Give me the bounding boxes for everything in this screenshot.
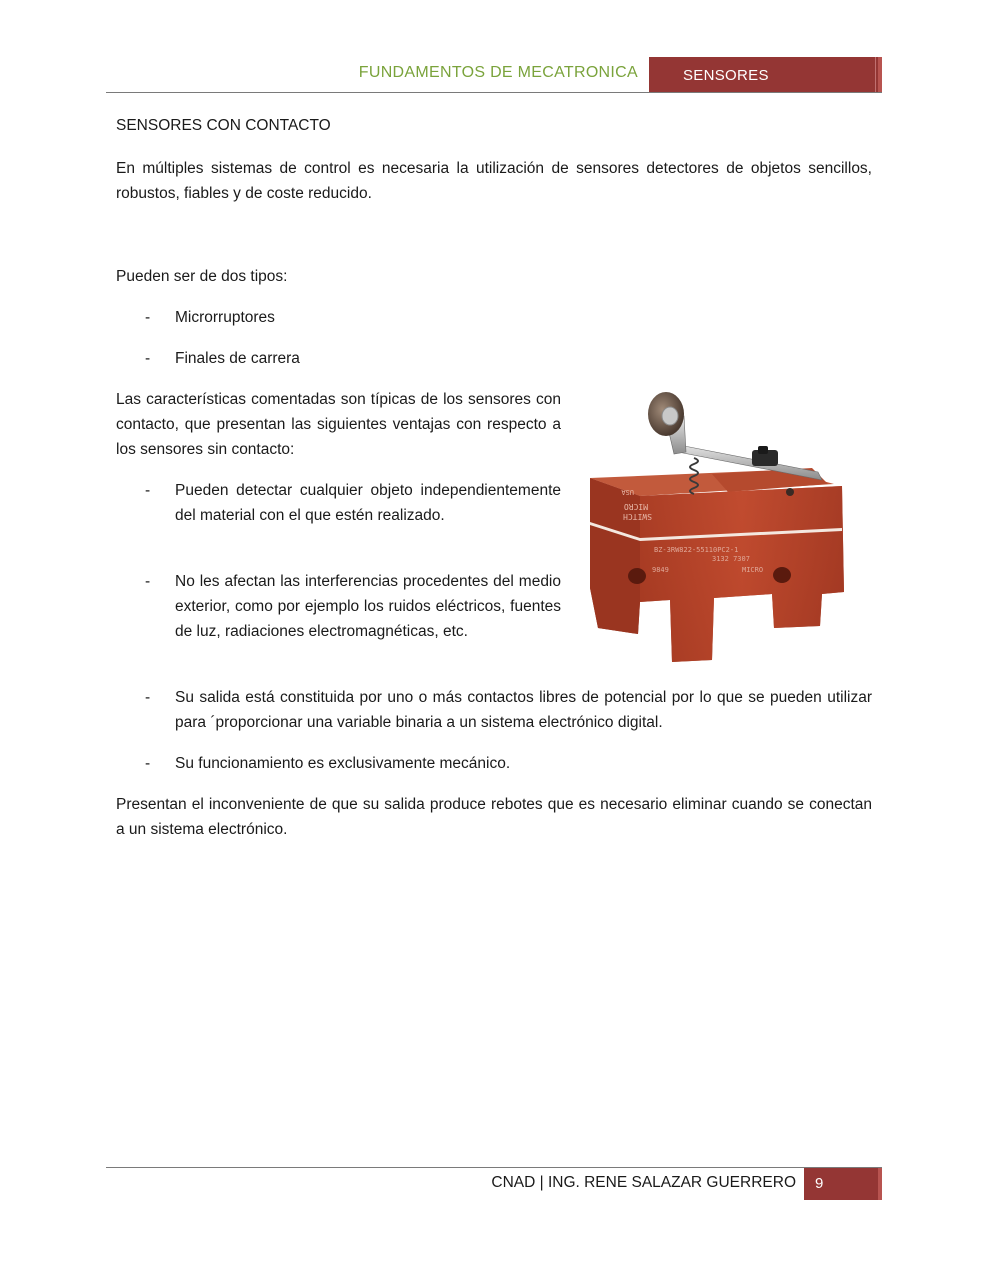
switch-brand-text: SWITCH — [623, 512, 652, 521]
switch-code-text: MICRO — [742, 566, 764, 574]
type-item: Microrruptores — [175, 309, 275, 326]
page-number: 9 — [815, 1175, 824, 1192]
advantage-item: Su funcionamiento es exclusivamente mecánico. — [175, 755, 511, 772]
header-rule — [106, 92, 882, 93]
bullet-dash: - — [145, 309, 151, 326]
section-tab — [649, 57, 882, 92]
switch-brand-text: MICRO — [623, 502, 648, 511]
micro-switch-photo — [582, 388, 844, 662]
tab-divider — [875, 57, 876, 92]
advantage-item: No les afectan las interferencias procedentes del medio exterior, como por ejemplo los ruidos eléctricos, fuentes de luz, radiaciones electromagnéticas, etc. — [175, 573, 561, 640]
bullet-dash: - — [145, 350, 151, 367]
switch-code-text: 9849 — [652, 566, 669, 574]
section-heading: SENSORES CON CONTACTO — [116, 117, 331, 134]
characteristics-paragraph: Las características comentadas son típicas de los sensores con contacto, que presentan las siguientes ventajas con respecto a los sensores sin contacto: — [116, 391, 561, 458]
switch-code-text: 3132 7307 — [712, 555, 750, 563]
switch-code-text: BZ-3RW822-55110PC2-1 — [654, 546, 739, 554]
micro-switch-illustration — [582, 388, 844, 662]
footer-author: CNAD | ING. RENE SALAZAR GUERRERO — [491, 1174, 796, 1191]
drawback-paragraph: Presentan el inconveniente de que su salida produce rebotes que es necesario eliminar cuando se conectan a un sistema electrónico. — [116, 796, 872, 838]
bullet-dash: - — [145, 482, 151, 499]
document-title: FUNDAMENTOS DE MECATRONICA — [358, 64, 638, 81]
type-item: Finales de carrera — [175, 350, 300, 367]
bullet-dash: - — [145, 573, 151, 590]
advantage-item: Pueden detectar cualquier objeto independientemente del material con el que estén realizado. — [175, 482, 561, 524]
page-number-tab — [804, 1168, 882, 1200]
bullet-dash: - — [145, 689, 151, 706]
intro-paragraph: En múltiples sistemas de control es necesaria la utilización de sensores detectores de objetos sencillos, robustos, fiables y de coste reducido. — [116, 160, 872, 202]
bullet-dash: - — [145, 755, 151, 772]
footer-rule — [106, 1167, 882, 1168]
advantage-item: Su salida está constituida por uno o más contactos libres de potencial por lo que se pueden utilizar para ´proporcionar una variable binaria a un sistema electrónico digital. — [175, 689, 872, 731]
section-label: SENSORES — [683, 67, 769, 84]
types-intro: Pueden ser de dos tipos: — [116, 268, 288, 285]
switch-origin-text: USA — [621, 488, 634, 496]
